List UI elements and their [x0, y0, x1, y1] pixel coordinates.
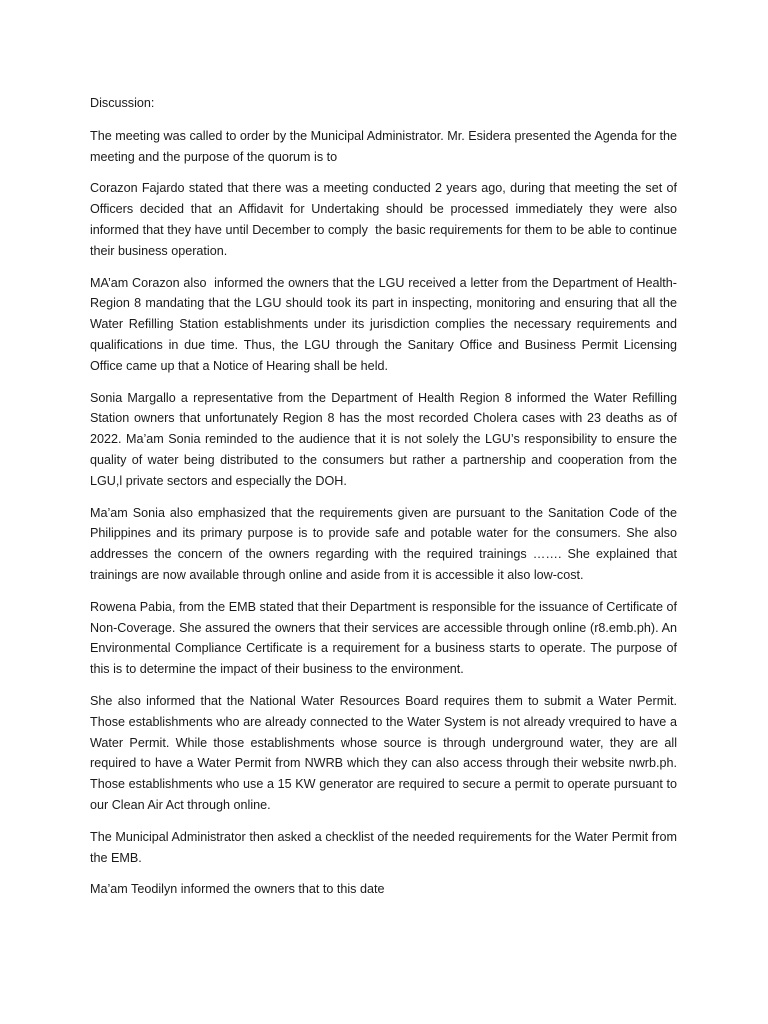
paragraph-sonia-margallo: Sonia Margallo a representative from the Department of Health Region 8 informed the Water Refilling Station owners that unfortunately Region 8 has the most recorded Cholera cases with 23 deaths as of 2022. Ma’am Sonia reminded to the audience that it is not solely the LGU’s responsibility to ensure the quality of water being distributed to the consumers but rather a partnership and cooperation from the LGU,l private sectors and especially the DOH.	[90, 390, 681, 488]
paragraph-maam-corazon: MA’am Corazon also informed the owners that the LGU received a letter from the Department of Health-Region 8 mandating that the LGU should took its part in inspecting, monitoring and ensuring that all the Water Refilling Station establishments under its jurisdiction complies the necessary requirements and qualifications in due time. Thus, the LGU through the Sanitary Office and Business Permit Licensing Office came up that a Notice of Hearing shall be held.	[90, 275, 681, 373]
paragraph-maam-teodilyn: Ma’am Teodilyn informed the owners that to this date	[90, 882, 385, 897]
section-heading: Discussion:	[90, 96, 155, 110]
paragraph-water-permit: She also informed that the National Water Resources Board requires them to submit a Water Permit. Those establishments who are already connected to the Water System is not already vrequired to have a Water Permit. While those establishments whose source is through underground water, they are all required to have a Water Permit from NWRB which they can also access through their website nwrb.ph. Those establishments who use a 15 KW generator are required to secure a permit to operate pursuant to our Clean Air Act through online.	[90, 693, 681, 812]
paragraph-meeting-called: The meeting was called to order by the Municipal Administrator. Mr. Esidera presented the Agenda for the meeting and the purpose of the quorum is to	[90, 128, 681, 164]
document-body	[90, 93, 681, 911]
paragraph-maam-sonia: Ma’am Sonia also emphasized that the requirements given are pursuant to the Sanitation Code of the Philippines and its primary purpose is to provide safe and potable water for the consumers. She also addresses the concern of the owners regarding with the required trainings ……. She explained that trainings are now available through online and aside from it is accessible it also low-cost.	[90, 505, 681, 582]
paragraph-checklist: The Municipal Administrator then asked a checklist of the needed requirements for the Water Permit from the EMB.	[90, 829, 681, 865]
paragraph-corazon-fajardo: Corazon Fajardo stated that there was a meeting conducted 2 years ago, during that meeting the set of Officers decided that an Affidavit for Undertaking should be processed immediately they were also informed that they have until December to comply the basic requirements for them to be able to continue their business operation.	[90, 181, 681, 258]
paragraph-rowena-pabia: Rowena Pabia, from the EMB stated that their Department is responsible for the issuance of Certificate of Non-Coverage. She assured the owners that their services are accessible through online (r8.emb.ph). An Environmental Compliance Certificate is a requirement for a business starts to operate. The purpose of this is to determine the impact of their business to the environment.	[90, 599, 681, 677]
